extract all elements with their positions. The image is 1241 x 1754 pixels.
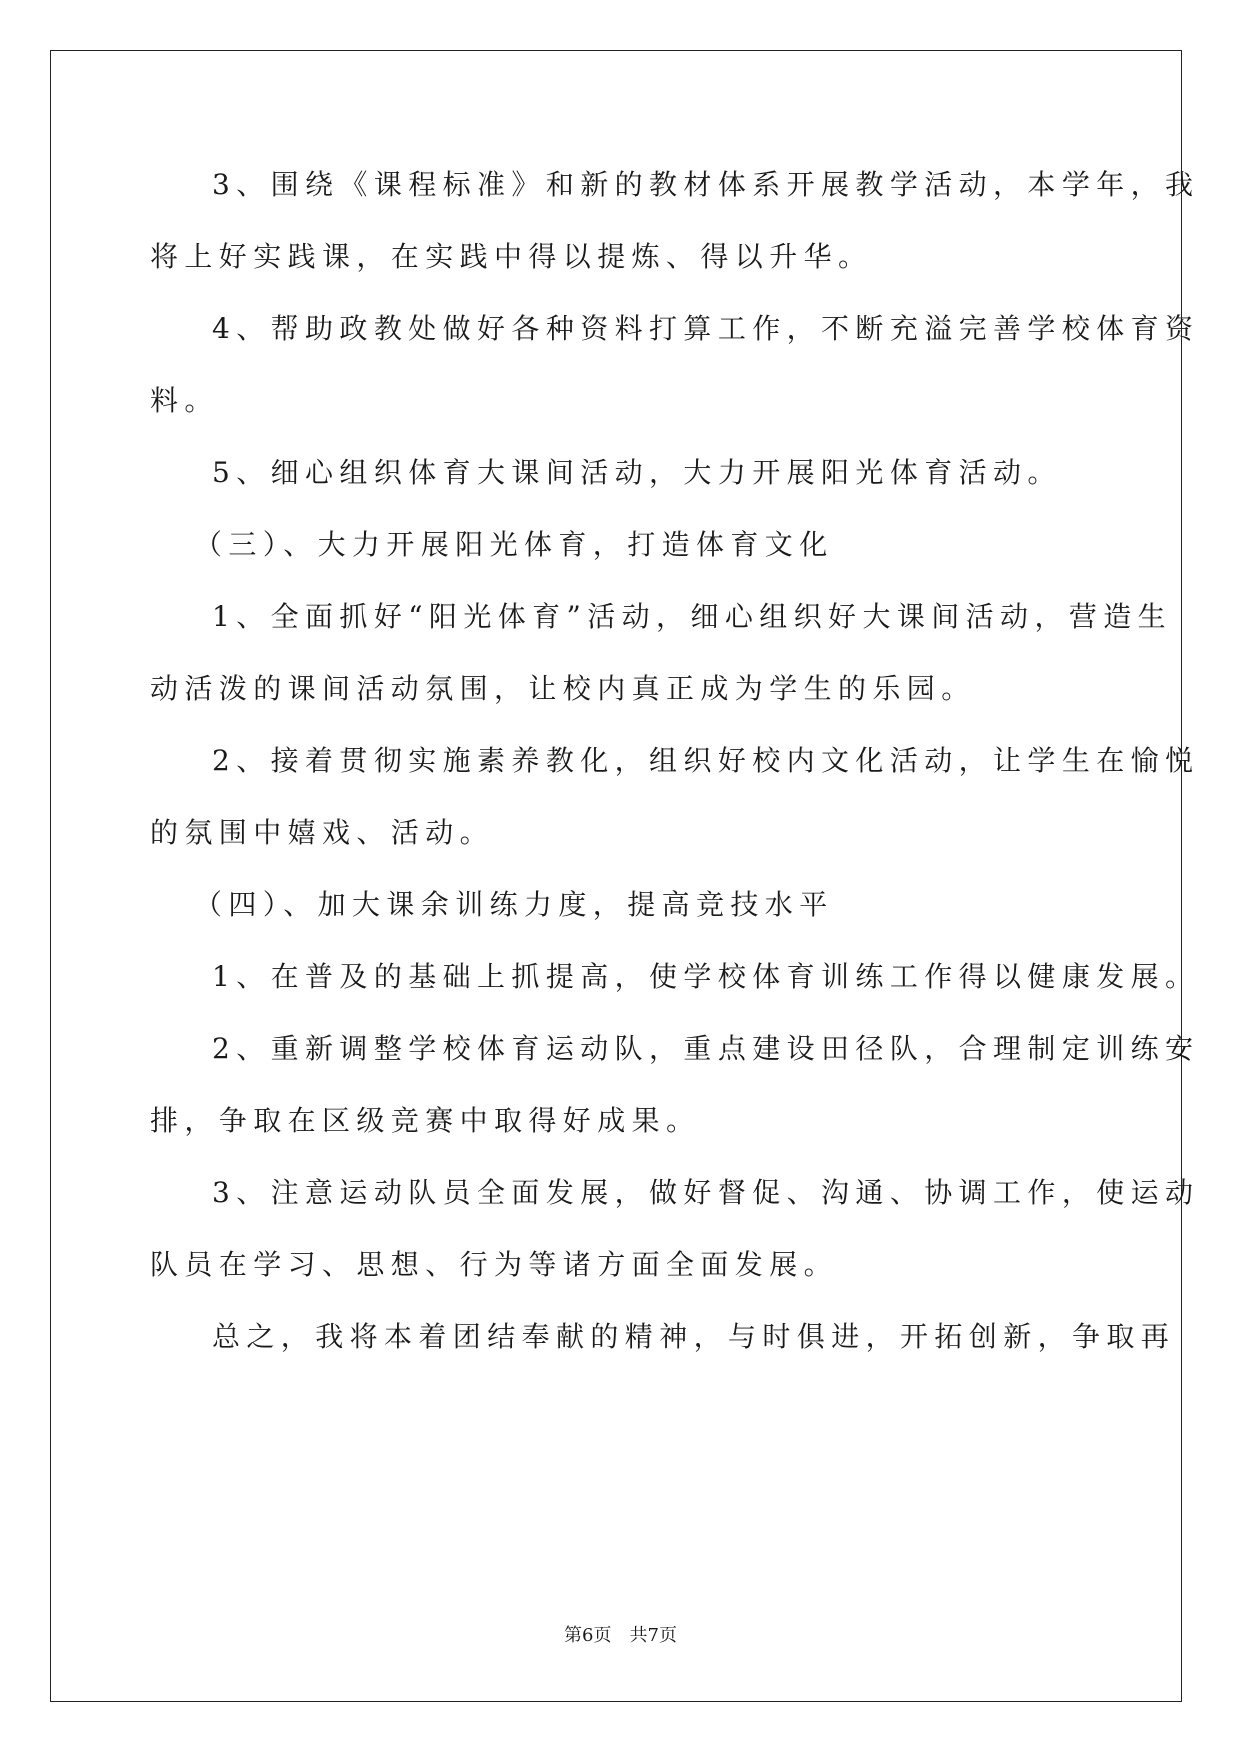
paragraph-line: 2、重新调整学校体育运动队，重点建设田径队，合理制定训练安 [212,1032,1200,1065]
page-footer [0,1621,1241,1647]
section-heading: （三）、大力开展阳光体育，打造体育文化 [194,528,834,561]
paragraph-line: 1、在普及的基础上抓提高，使学校体育训练工作得以健康发展。 [212,960,1200,993]
paragraph-line: 1、全面抓好“阳光体育”活动，细心组织好大课间活动，营造生 [212,600,1173,633]
section-heading: （四）、加大课余训练力度，提高竞技水平 [194,888,834,921]
paragraph-line: 动活泼的课间活动氛围，让校内真正成为学生的乐园。 [150,672,976,705]
paragraph-line: 4、帮助政教处做好各种资料打算工作，不断充溢完善学校体育资 [212,312,1200,345]
paragraph-line: 3、注意运动队员全面发展，做好督促、沟通、协调工作，使运动 [212,1176,1200,1209]
paragraph-line: 的氛围中嬉戏、活动。 [150,816,495,849]
paragraph-line: 总之，我将本着团结奉献的精神，与时俱进，开拓创新，争取再 [212,1320,1176,1353]
paragraph-line: 将上好实践课，在实践中得以提炼、得以升华。 [150,240,873,273]
paragraph-line: 2、接着贯彻实施素养教化，组织好校内文化活动，让学生在愉悦 [212,744,1200,777]
paragraph-line: 料。 [150,384,219,417]
paragraph-line: 3、围绕《课程标准》和新的教材体系开展教学活动，本学年，我 [212,168,1200,201]
paragraph-line: 排，争取在区级竞赛中取得好成果。 [150,1104,701,1137]
paragraph-line: 5、细心组织体育大课间活动，大力开展阳光体育活动。 [212,456,1062,489]
page-border [50,50,1182,1702]
paragraph-line: 队员在学习、思想、行为等诸方面全面发展。 [150,1248,839,1281]
page-number-label: 第6页 共7页 [564,1625,677,1646]
